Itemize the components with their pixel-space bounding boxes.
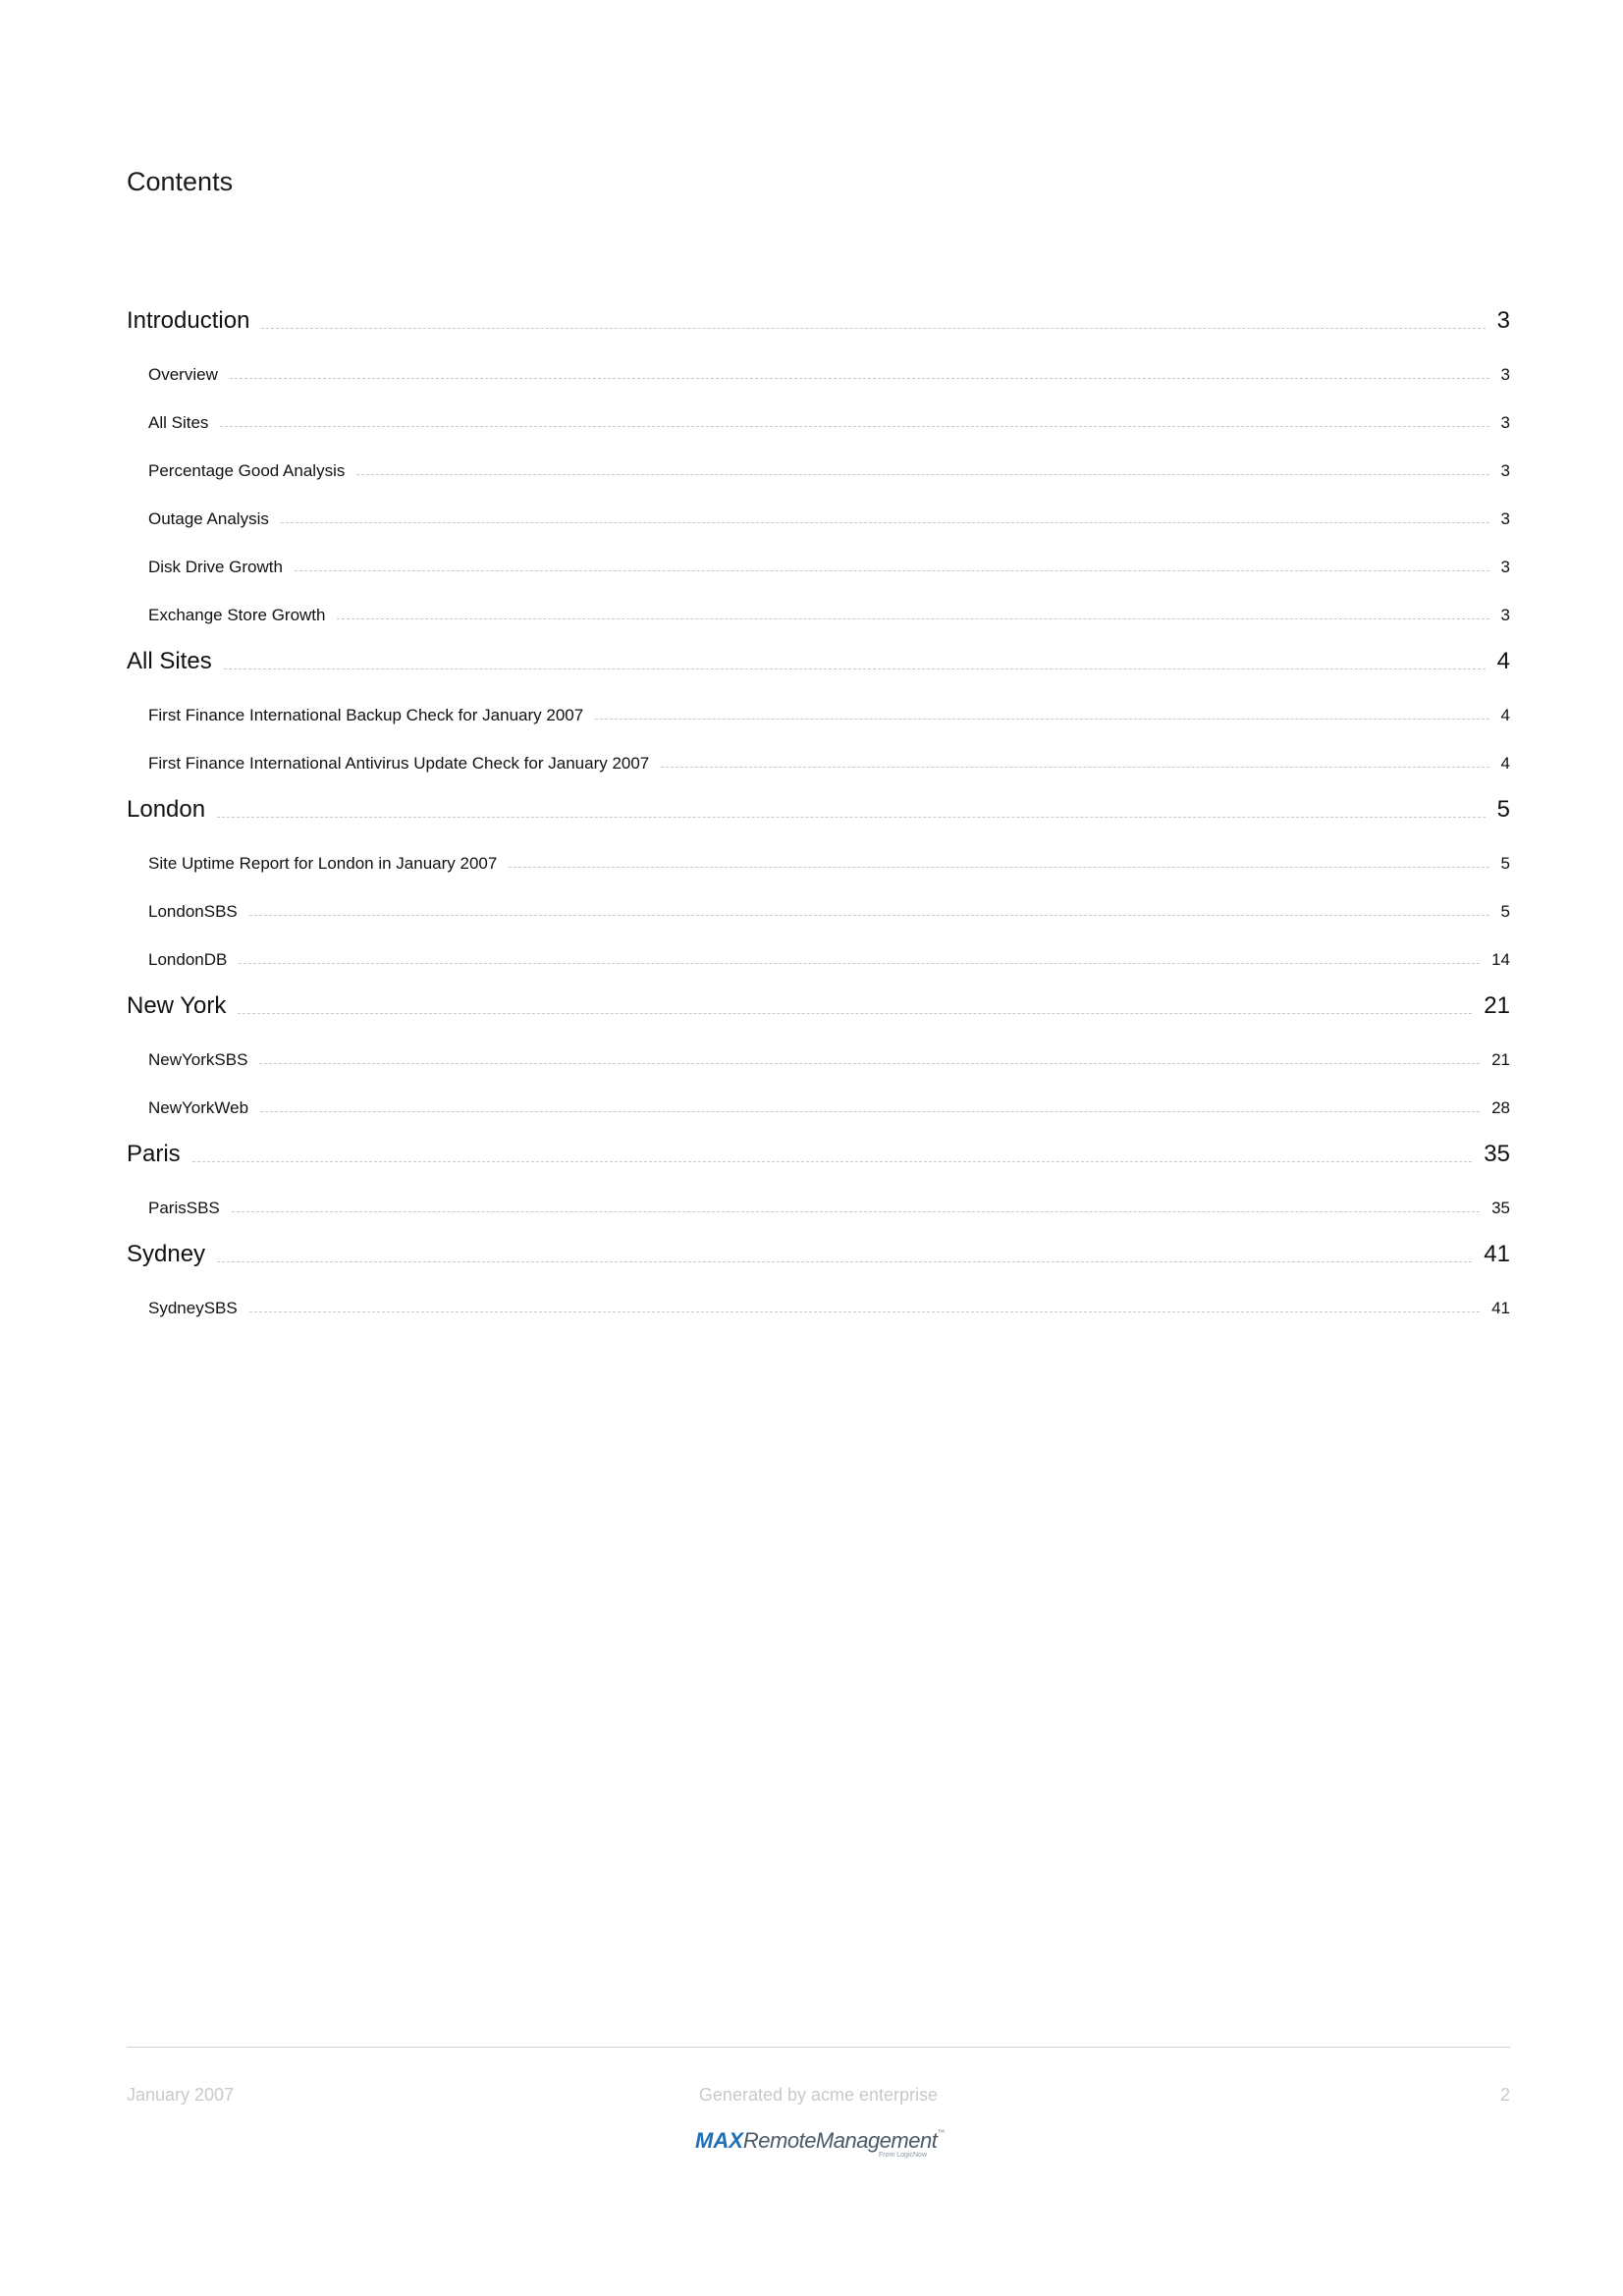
toc-section-page-number: 5 — [1496, 796, 1510, 823]
logo-max-text: MAX — [695, 2128, 743, 2153]
toc-entry-page-number: 21 — [1491, 1050, 1510, 1069]
toc-section-title: Sydney — [127, 1241, 206, 1267]
page-title: Contents — [127, 167, 234, 196]
toc-entry-page-number: 3 — [1500, 365, 1510, 384]
toc-section-page-number: 3 — [1496, 307, 1510, 334]
toc-section-entry[interactable] — [127, 290, 1510, 337]
toc-subentry[interactable] — [127, 1022, 1510, 1070]
toc-subentry[interactable] — [127, 529, 1510, 577]
toc-subentry[interactable] — [127, 725, 1510, 774]
toc-entry-title: SydneySBS — [148, 1299, 238, 1317]
footer-date: January 2007 — [127, 2085, 235, 2105]
toc-entry-title: ParisSBS — [148, 1199, 220, 1217]
toc-entry-page-number: 4 — [1500, 706, 1510, 724]
dotted-leader — [192, 1161, 1473, 1162]
toc-entry-title: Disk Drive Growth — [148, 558, 283, 576]
toc-section — [127, 1223, 1510, 1318]
toc-entry-page-number: 3 — [1500, 509, 1510, 528]
toc-entry-title: All Sites — [148, 413, 209, 432]
toc-subentry[interactable] — [127, 922, 1510, 970]
toc-entry-page-number: 41 — [1491, 1299, 1510, 1317]
toc-entry-title: First Finance International Antivirus Update Check for January 2007 — [148, 754, 650, 773]
logo-brand-text: RemoteManagement — [742, 2128, 938, 2153]
dotted-leader — [239, 963, 1480, 964]
toc-section — [127, 630, 1510, 774]
footer-divider — [127, 2047, 1510, 2048]
footer-page-number: 2 — [1499, 2085, 1510, 2105]
dotted-leader — [249, 1311, 1480, 1312]
toc-section — [127, 290, 1510, 625]
toc-entry-title: Percentage Good Analysis — [148, 461, 346, 480]
toc-section-entry[interactable] — [127, 630, 1510, 677]
toc-entry-page-number: 3 — [1500, 606, 1510, 624]
toc-entry-title: Outage Analysis — [148, 509, 269, 528]
dotted-leader — [230, 378, 1489, 379]
toc-subentry[interactable] — [127, 433, 1510, 481]
toc-subentry[interactable] — [127, 826, 1510, 874]
toc-entry-title: First Finance International Backup Check for January 2007 — [148, 706, 584, 724]
toc-section — [127, 1123, 1510, 1218]
page-footer — [127, 2085, 1510, 2114]
dotted-leader — [217, 1261, 1472, 1262]
toc-entry-title: Exchange Store Growth — [148, 606, 326, 624]
toc-section-page-number: 4 — [1496, 648, 1510, 674]
toc-entry-page-number: 5 — [1500, 854, 1510, 873]
toc-section-entry[interactable] — [127, 1123, 1510, 1170]
dotted-leader — [261, 328, 1485, 329]
dotted-leader — [259, 1063, 1480, 1064]
toc-subentry[interactable] — [127, 577, 1510, 625]
toc-entry-title: Overview — [148, 365, 218, 384]
dotted-leader — [224, 668, 1486, 669]
toc-section — [127, 778, 1510, 970]
dotted-leader — [509, 867, 1488, 868]
toc-section-page-number: 35 — [1484, 1141, 1510, 1167]
toc-entry-title: NewYorkSBS — [148, 1050, 248, 1069]
logo-trademark: ™ — [937, 2128, 945, 2137]
dotted-leader — [281, 522, 1489, 523]
toc-entry-page-number: 28 — [1491, 1098, 1510, 1117]
dotted-leader — [661, 767, 1488, 768]
toc-entry-page-number: 3 — [1500, 461, 1510, 480]
dotted-leader — [217, 817, 1486, 818]
table-of-contents — [127, 285, 1510, 1318]
logo-subtitle: From LogicNow — [878, 2152, 927, 2159]
toc-entry-page-number: 35 — [1491, 1199, 1510, 1217]
toc-entry-title: LondonSBS — [148, 902, 238, 921]
toc-section-title: All Sites — [127, 648, 212, 674]
toc-section — [127, 975, 1510, 1118]
toc-subentry[interactable] — [127, 385, 1510, 433]
dotted-leader — [260, 1111, 1480, 1112]
toc-section-title: New York — [127, 992, 227, 1019]
max-remote-management-logo — [695, 2128, 950, 2162]
toc-entry-page-number: 4 — [1500, 754, 1510, 773]
toc-section-title: London — [127, 796, 206, 823]
footer-generated-by: Generated by acme enterprise — [698, 2085, 939, 2105]
dotted-leader — [249, 915, 1489, 916]
toc-section-entry[interactable] — [127, 778, 1510, 826]
toc-entry-page-number: 3 — [1500, 413, 1510, 432]
toc-subentry[interactable] — [127, 1070, 1510, 1118]
toc-subentry[interactable] — [127, 1270, 1510, 1318]
toc-subentry[interactable] — [127, 1170, 1510, 1218]
toc-section-page-number: 41 — [1484, 1241, 1510, 1267]
dotted-leader — [595, 719, 1488, 720]
toc-entry-page-number: 5 — [1500, 902, 1510, 921]
toc-subentry[interactable] — [127, 337, 1510, 385]
toc-section-title: Introduction — [127, 307, 250, 334]
dotted-leader — [232, 1211, 1480, 1212]
toc-entry-page-number: 14 — [1491, 950, 1510, 969]
toc-entry-title: LondonDB — [148, 950, 228, 969]
toc-subentry[interactable] — [127, 874, 1510, 922]
toc-entry-title: Site Uptime Report for London in January 2007 — [148, 854, 498, 873]
toc-section-title: Paris — [127, 1141, 181, 1167]
toc-subentry[interactable] — [127, 481, 1510, 529]
dotted-leader — [238, 1013, 1472, 1014]
toc-section-entry[interactable] — [127, 975, 1510, 1022]
dotted-leader — [337, 618, 1488, 619]
dotted-leader — [356, 474, 1488, 475]
toc-entry-page-number: 3 — [1500, 558, 1510, 576]
toc-section-page-number: 21 — [1484, 992, 1510, 1019]
toc-subentry[interactable] — [127, 677, 1510, 725]
toc-entry-title: NewYorkWeb — [148, 1098, 249, 1117]
dotted-leader — [220, 426, 1488, 427]
dotted-leader — [295, 570, 1489, 571]
toc-section-entry[interactable] — [127, 1223, 1510, 1270]
